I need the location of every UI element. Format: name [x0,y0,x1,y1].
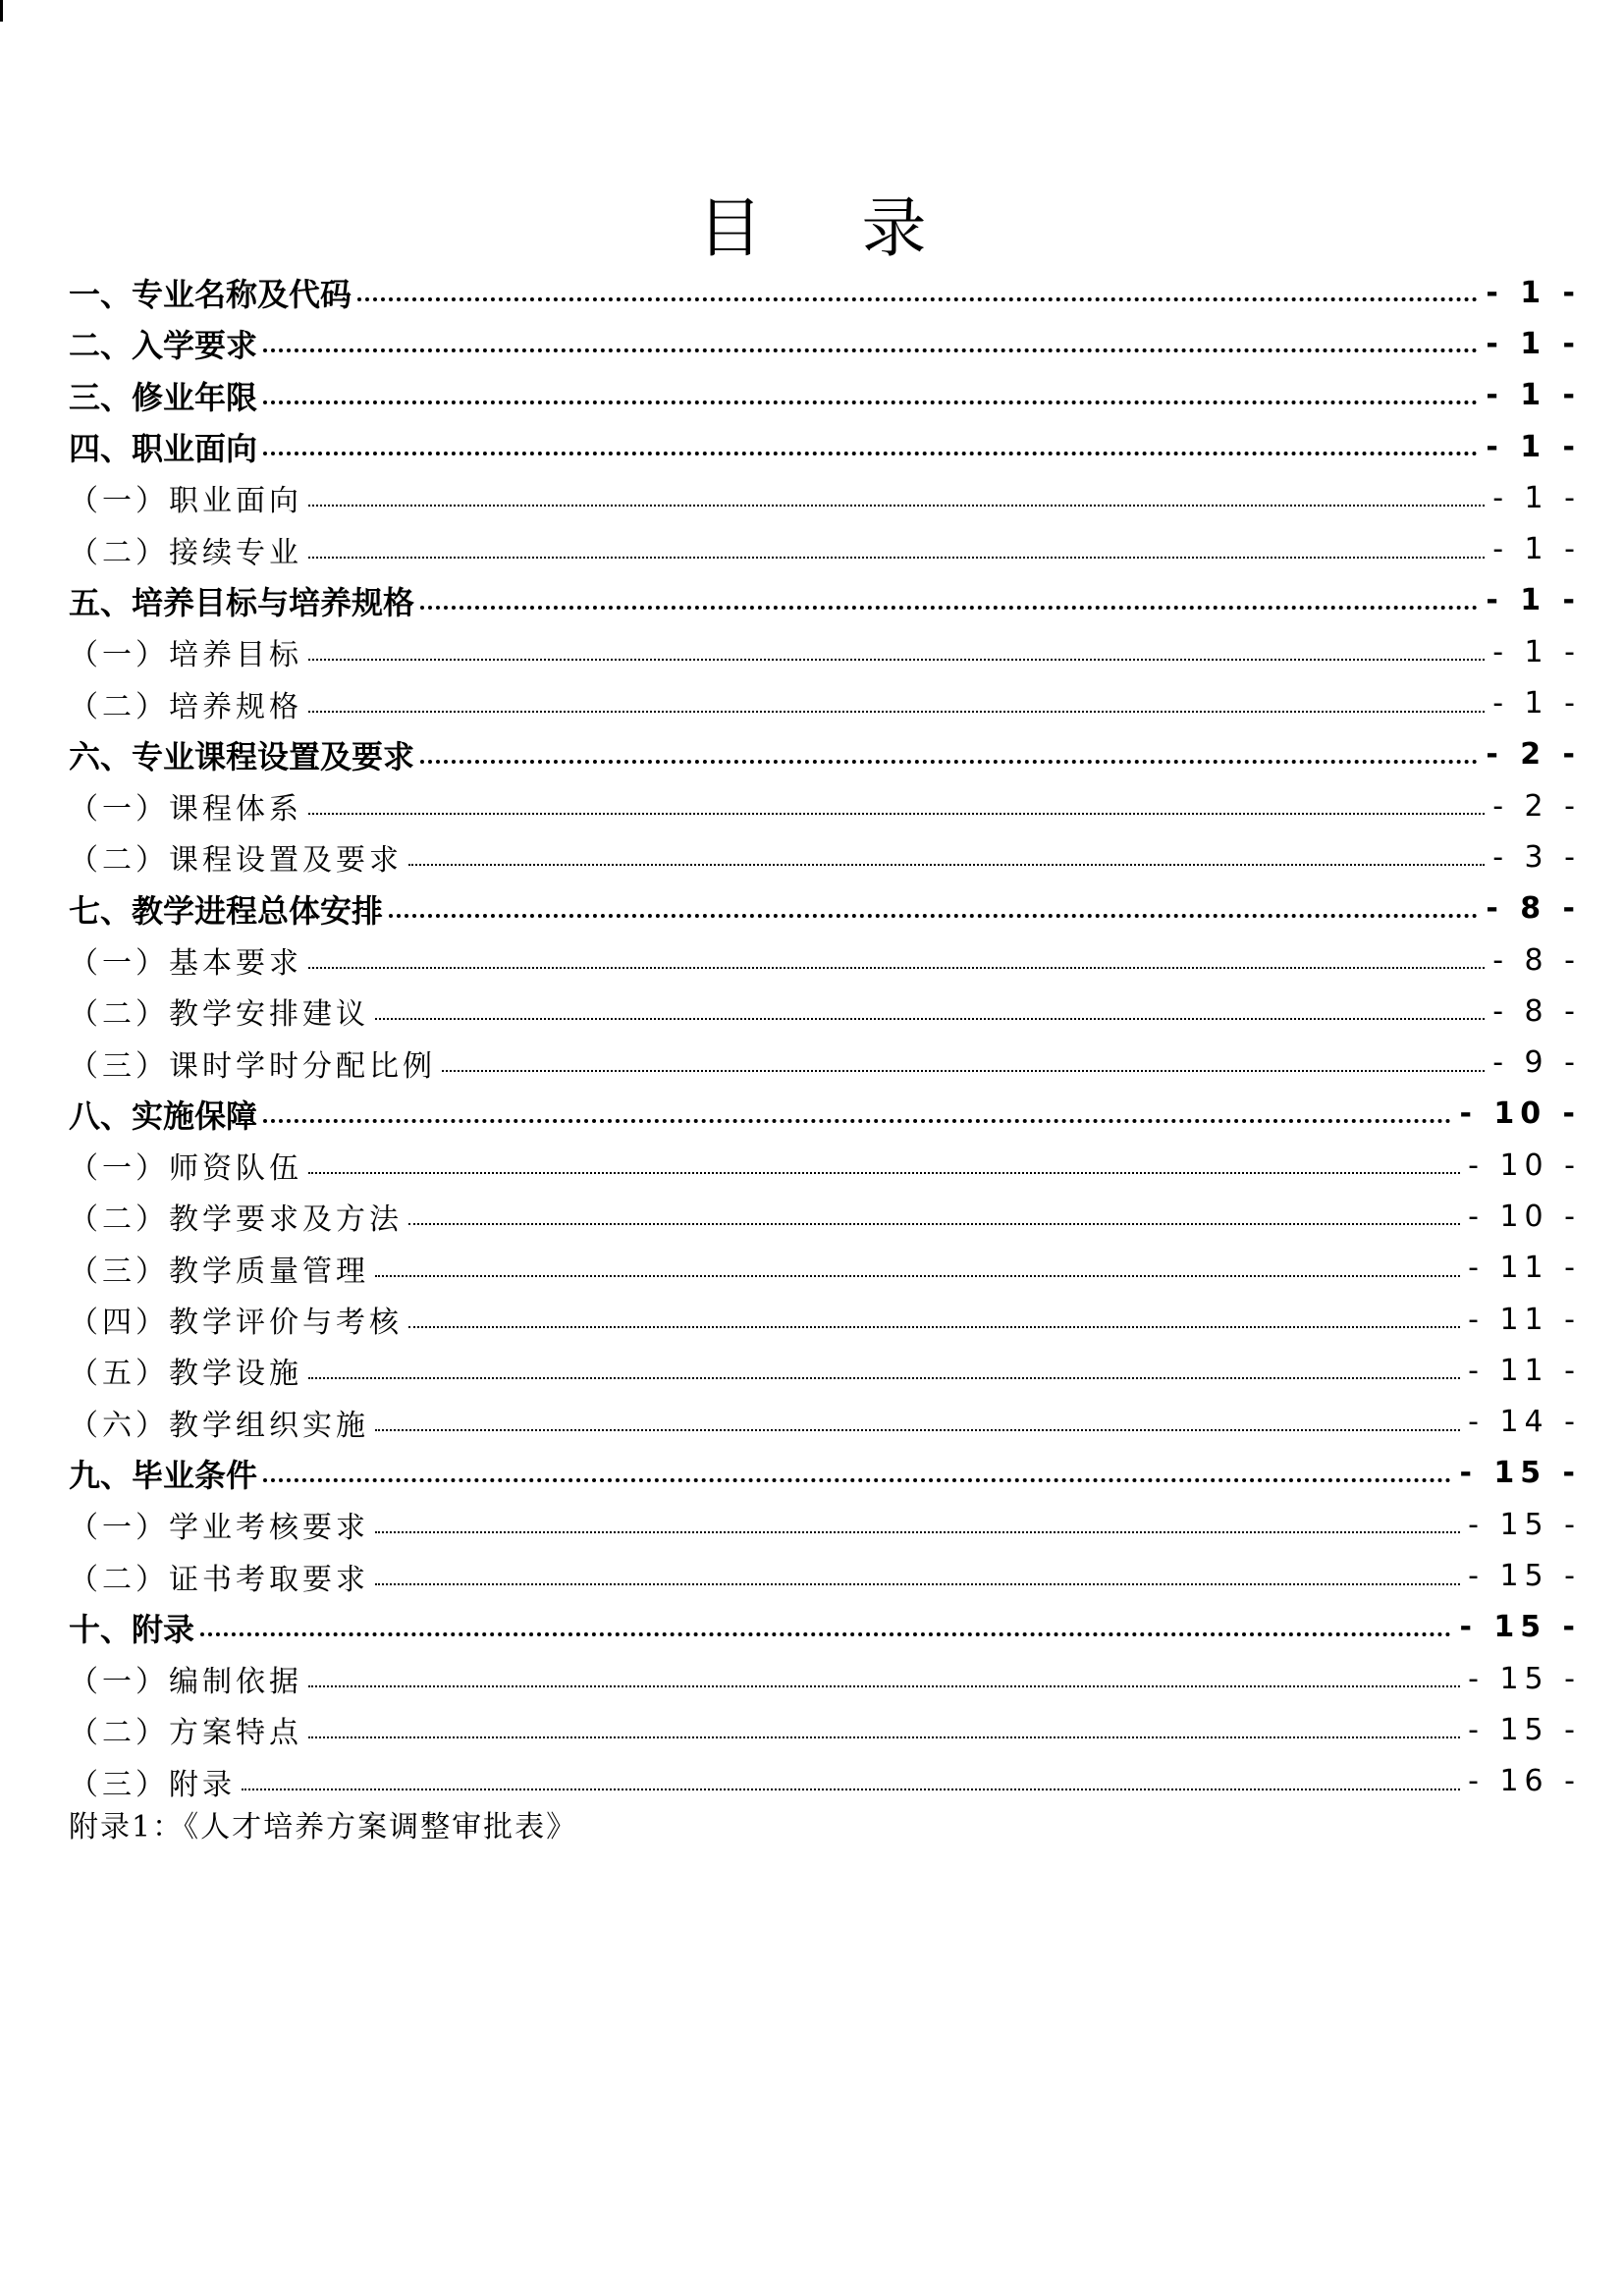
toc-entry[interactable] [69,934,1581,986]
toc-entry-page-number: - 1 - [1492,686,1581,721]
toc-entry[interactable] [69,421,1581,472]
toc-dot-leader [375,1531,1460,1533]
toc-title: 目 录 [697,190,966,266]
toc-entry[interactable] [69,472,1581,523]
toc-dot-leader [308,1377,1460,1379]
toc-entry-label: （二）证书考取要求 [69,1562,369,1597]
toc-entry-label: （三）教学质量管理 [69,1254,369,1289]
toc-dot-leader [408,1223,1460,1225]
toc-entry[interactable] [69,1345,1581,1396]
toc-entry[interactable] [69,1089,1581,1140]
toc-entry-label: （五）教学设施 [69,1357,302,1392]
toc-entry-page-number: - 1 - [1492,532,1581,567]
toc-dot-leader [308,1685,1460,1687]
toc-entry-page-number: - 1 - [1492,480,1581,515]
toc-dot-leader [263,348,1478,352]
toc-entry-label: （二）方案特点 [69,1716,302,1751]
toc-dot-leader [200,1632,1451,1636]
toc-dot-leader [375,1275,1460,1277]
toc-entry[interactable] [69,1140,1581,1191]
toc-entry-label: （一）课程体系 [69,792,302,828]
toc-entry[interactable] [69,626,1581,677]
toc-entry[interactable] [69,1756,1581,1807]
toc-entry-page-number: - 1 - [1492,634,1581,669]
toc-entry-page-number: - 1 - [1486,378,1581,413]
toc-entry-label: 三、修业年限 [69,378,258,416]
toc-entry-page-number: - 2 - [1492,788,1581,824]
toc-dot-leader [308,967,1485,969]
toc-dot-leader [308,1172,1460,1174]
toc-dot-leader [420,606,1478,610]
toc-entry-label: （一）基本要求 [69,946,302,981]
toc-entry-page-number: - 11 - [1468,1302,1581,1337]
toc-dot-leader [442,1070,1485,1072]
toc-entry[interactable] [69,986,1581,1037]
toc-dot-leader [308,711,1485,713]
toc-dot-leader [408,1326,1460,1328]
toc-entry[interactable] [69,523,1581,574]
toc-entry-page-number: - 9 - [1492,1045,1581,1081]
toc-entry[interactable] [69,1397,1581,1448]
toc-dot-leader [308,557,1485,559]
toc-entry-page-number: - 15 - [1468,1507,1581,1542]
toc-entry-page-number: - 10 - [1468,1148,1581,1183]
toc-dot-leader [357,297,1478,301]
toc-entry-page-number: - 15 - [1459,1610,1581,1645]
toc-entry[interactable] [69,1602,1581,1653]
toc-entry-label: （二）接续专业 [69,535,302,570]
toc-entry[interactable] [69,1294,1581,1345]
table-of-contents [69,267,1581,1807]
toc-entry-page-number: - 16 - [1468,1764,1581,1799]
toc-entry[interactable] [69,575,1581,626]
toc-entry-page-number: - 14 - [1468,1405,1581,1440]
toc-entry-label: （二）课程设置及要求 [69,843,403,879]
toc-entry[interactable] [69,729,1581,780]
toc-entry-label: （三）附录 [69,1767,236,1802]
toc-entry-label: （一）编制依据 [69,1665,302,1700]
toc-dot-leader [263,1119,1451,1123]
toc-dot-leader [308,813,1485,815]
toc-dot-leader [408,864,1485,866]
toc-entry-page-number: - 1 - [1486,326,1581,361]
toc-entry-label: 二、入学要求 [69,327,258,365]
toc-entry-label: （一）师资队伍 [69,1151,302,1187]
toc-entry-label: 六、专业课程设置及要求 [69,737,415,775]
toc-entry-page-number: - 10 - [1468,1199,1581,1234]
toc-entry-page-number: - 11 - [1468,1353,1581,1388]
toc-entry-page-number: - 15 - [1468,1712,1581,1747]
toc-entry[interactable] [69,1499,1581,1550]
toc-entry[interactable] [69,318,1581,369]
toc-entry-page-number: - 15 - [1468,1661,1581,1696]
toc-entry-label: 四、职业面向 [69,430,258,468]
toc-dot-leader [308,1736,1460,1738]
toc-dot-leader [389,914,1478,918]
toc-entry-page-number: - 15 - [1468,1559,1581,1594]
toc-entry-label: （一）培养目标 [69,638,302,673]
toc-entry-page-number: - 8 - [1492,993,1581,1029]
toc-entry-page-number: - 1 - [1486,275,1581,310]
toc-entry-page-number: - 10 - [1459,1096,1581,1132]
appendix-note: 附录1：《人才培养方案调整审批表》 [69,1810,578,1844]
toc-dot-leader [263,400,1478,404]
toc-entry[interactable] [69,831,1581,882]
toc-entry[interactable] [69,370,1581,421]
toc-dot-leader [263,1478,1451,1482]
toc-entry[interactable] [69,1448,1581,1499]
toc-entry-label: （四）教学评价与考核 [69,1306,403,1341]
toc-dot-leader [263,452,1478,455]
toc-entry-label: （六）教学组织实施 [69,1408,369,1443]
toc-entry-page-number: - 11 - [1468,1251,1581,1286]
toc-entry[interactable] [69,1704,1581,1755]
toc-entry-label: （二）教学安排建议 [69,997,369,1033]
toc-entry-page-number: - 1 - [1486,583,1581,618]
toc-entry-label: 五、培养目标与培养规格 [69,583,415,621]
toc-dot-leader [375,1429,1460,1431]
toc-entry[interactable] [69,883,1581,934]
toc-entry[interactable] [69,1037,1581,1088]
page-corner-mark [0,0,3,22]
toc-entry-label: （一）学业考核要求 [69,1511,369,1546]
toc-entry[interactable] [69,780,1581,831]
toc-entry-page-number: - 8 - [1486,891,1581,927]
toc-entry-label: （一）职业面向 [69,484,302,519]
toc-entry-label: （二）培养规格 [69,689,302,724]
toc-entry-page-number: - 8 - [1492,942,1581,978]
toc-entry-label: 一、专业名称及代码 [69,276,352,314]
toc-entry[interactable] [69,1191,1581,1242]
toc-entry[interactable] [69,267,1581,318]
toc-entry-page-number: - 2 - [1486,737,1581,773]
toc-dot-leader [420,760,1478,764]
toc-entry[interactable] [69,1243,1581,1294]
toc-entry-page-number: - 15 - [1459,1456,1581,1491]
toc-dot-leader [375,1583,1460,1585]
toc-entry[interactable] [69,1550,1581,1601]
toc-entry-label: 九、毕业条件 [69,1456,258,1494]
toc-entry-label: 十、附录 [69,1610,195,1648]
toc-entry-label: 八、实施保障 [69,1096,258,1135]
toc-dot-leader [242,1789,1460,1790]
toc-entry-page-number: - 1 - [1486,429,1581,464]
toc-dot-leader [308,659,1485,661]
toc-entry-label: 七、教学进程总体安排 [69,891,384,930]
toc-dot-leader [308,505,1485,507]
toc-entry[interactable] [69,677,1581,728]
toc-entry-label: （三）课时学时分配比例 [69,1048,436,1084]
toc-entry-page-number: - 3 - [1492,839,1581,875]
toc-entry-label: （二）教学要求及方法 [69,1202,403,1238]
toc-dot-leader [375,1018,1485,1020]
toc-entry[interactable] [69,1653,1581,1704]
